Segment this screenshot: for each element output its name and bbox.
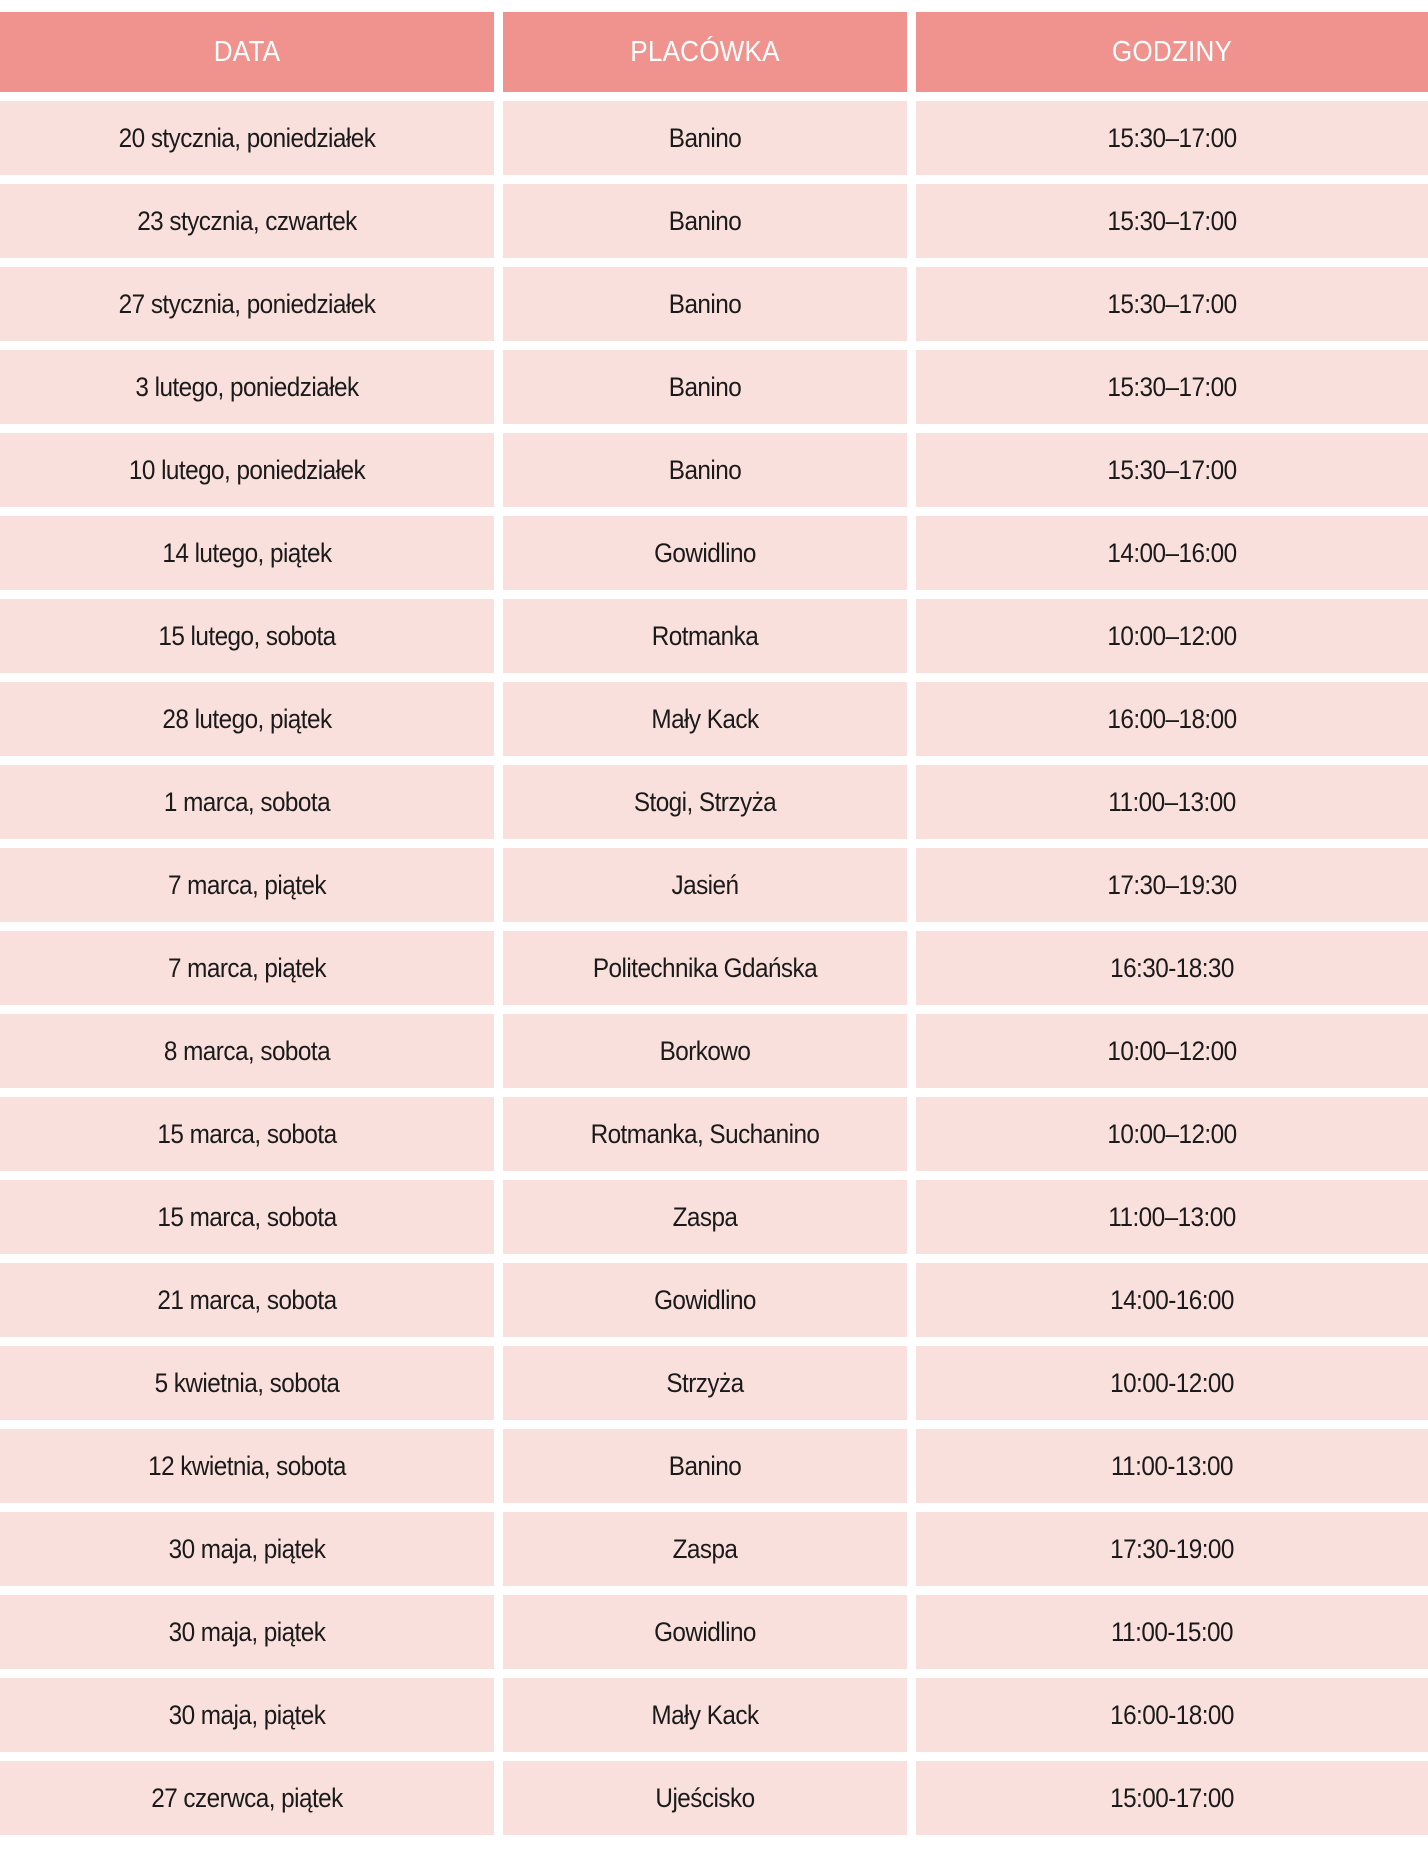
table-cell-date xyxy=(0,1014,494,1088)
table-cell-hours xyxy=(916,931,1428,1005)
table-row xyxy=(0,931,1428,1005)
table-cell-date xyxy=(0,848,494,922)
cell-hours-text: 10:00-12:00 xyxy=(1110,1367,1234,1398)
table-row xyxy=(0,1429,1428,1503)
table-cell-place xyxy=(503,1512,907,1586)
table-cell-hours xyxy=(916,1014,1428,1088)
cell-hours-text: 15:30–17:00 xyxy=(1107,288,1237,319)
cell-date-text: 12 kwietnia, sobota xyxy=(148,1450,346,1481)
cell-place-text: Banino xyxy=(668,1450,742,1481)
table-cell-place xyxy=(503,516,907,590)
table-cell-date xyxy=(0,184,494,258)
table-cell-hours xyxy=(916,1595,1428,1669)
table-row xyxy=(0,599,1428,673)
schedule-table xyxy=(0,12,1428,1844)
table-cell-date xyxy=(0,1678,494,1752)
table-cell-place xyxy=(503,1180,907,1254)
table-cell-date xyxy=(0,433,494,507)
cell-hours-text: 11:00–13:00 xyxy=(1108,1201,1236,1232)
table-row xyxy=(0,682,1428,756)
table-cell-place xyxy=(503,101,907,175)
cell-place-text: Strzyża xyxy=(666,1367,744,1398)
cell-date-text: 27 stycznia, poniedziałek xyxy=(118,288,376,319)
cell-date-text: 30 maja, piątek xyxy=(168,1533,326,1564)
table-cell-hours xyxy=(916,682,1428,756)
table-cell-date xyxy=(0,1512,494,1586)
cell-date-text: 28 lutego, piątek xyxy=(162,703,332,734)
table-cell-hours xyxy=(916,599,1428,673)
table-cell-place xyxy=(503,1429,907,1503)
table-cell-hours xyxy=(916,1678,1428,1752)
table-row xyxy=(0,1678,1428,1752)
table-cell-date xyxy=(0,101,494,175)
table-cell-date xyxy=(0,350,494,424)
table-cell-hours xyxy=(916,765,1428,839)
cell-hours-text: 11:00–13:00 xyxy=(1108,786,1236,817)
cell-place-text: Stogi, Strzyża xyxy=(633,786,777,817)
cell-place-text: Banino xyxy=(668,205,742,236)
cell-date-text: 15 marca, sobota xyxy=(157,1118,337,1149)
cell-date-text: 23 stycznia, czwartek xyxy=(137,205,357,236)
table-cell-place xyxy=(503,1678,907,1752)
table-cell-hours xyxy=(916,1346,1428,1420)
cell-hours-text: 17:30-19:00 xyxy=(1110,1533,1234,1564)
header-cell-date xyxy=(0,12,494,92)
cell-place-text: Banino xyxy=(668,122,742,153)
cell-date-text: 14 lutego, piątek xyxy=(162,537,332,568)
table-row xyxy=(0,1263,1428,1337)
cell-hours-text: 14:00-16:00 xyxy=(1110,1284,1234,1315)
table-cell-date xyxy=(0,1595,494,1669)
cell-place-text: Borkowo xyxy=(659,1035,751,1066)
table-cell-hours xyxy=(916,848,1428,922)
cell-date-text: 30 maja, piątek xyxy=(168,1699,326,1730)
table-cell-hours xyxy=(916,433,1428,507)
cell-place-text: Gowidlino xyxy=(654,1616,756,1647)
header-cell-hours xyxy=(916,12,1428,92)
table-cell-place xyxy=(503,1346,907,1420)
table-cell-date xyxy=(0,1761,494,1835)
cell-hours-text: 16:00–18:00 xyxy=(1107,703,1237,734)
cell-hours-text: 15:00-17:00 xyxy=(1110,1782,1234,1813)
cell-date-text: 7 marca, piątek xyxy=(167,952,327,983)
cell-date-text: 3 lutego, poniedziałek xyxy=(135,371,359,402)
table-row xyxy=(0,1014,1428,1088)
table-cell-date xyxy=(0,267,494,341)
table-cell-place xyxy=(503,1097,907,1171)
table-cell-date xyxy=(0,599,494,673)
cell-hours-text: 11:00-15:00 xyxy=(1111,1616,1233,1647)
cell-date-text: 7 marca, piątek xyxy=(167,869,327,900)
cell-place-text: Banino xyxy=(668,288,742,319)
header-hours-label: GODZINY xyxy=(1111,35,1233,68)
table-body xyxy=(0,101,1428,1835)
header-place-label: PLACÓWKA xyxy=(630,35,780,68)
cell-hours-text: 16:00-18:00 xyxy=(1110,1699,1234,1730)
table-cell-hours xyxy=(916,184,1428,258)
cell-hours-text: 15:30–17:00 xyxy=(1107,371,1237,402)
table-header-row xyxy=(0,12,1428,92)
cell-place-text: Jasień xyxy=(671,869,739,900)
cell-date-text: 27 czerwca, piątek xyxy=(151,1782,343,1813)
table-cell-date xyxy=(0,1180,494,1254)
cell-date-text: 21 marca, sobota xyxy=(157,1284,337,1315)
table-row xyxy=(0,516,1428,590)
cell-date-text: 1 marca, sobota xyxy=(163,786,331,817)
cell-place-text: Rotmanka xyxy=(651,620,759,651)
table-cell-hours xyxy=(916,1097,1428,1171)
table-cell-hours xyxy=(916,1180,1428,1254)
cell-hours-text: 16:30-18:30 xyxy=(1110,952,1234,983)
table-cell-place xyxy=(503,931,907,1005)
cell-date-text: 10 lutego, poniedziałek xyxy=(128,454,366,485)
cell-date-text: 20 stycznia, poniedziałek xyxy=(118,122,376,153)
table-cell-hours xyxy=(916,267,1428,341)
table-cell-date xyxy=(0,1263,494,1337)
table-cell-place xyxy=(503,184,907,258)
table-cell-date xyxy=(0,765,494,839)
table-cell-place xyxy=(503,1263,907,1337)
table-cell-date xyxy=(0,931,494,1005)
table-row xyxy=(0,433,1428,507)
table-cell-place xyxy=(503,1761,907,1835)
table-cell-date xyxy=(0,682,494,756)
cell-date-text: 15 lutego, sobota xyxy=(158,620,336,651)
table-cell-place xyxy=(503,765,907,839)
table-cell-place xyxy=(503,267,907,341)
table-row xyxy=(0,1512,1428,1586)
cell-place-text: Mały Kack xyxy=(651,1699,759,1730)
table-row xyxy=(0,848,1428,922)
cell-place-text: Mały Kack xyxy=(651,703,759,734)
table-row xyxy=(0,350,1428,424)
cell-hours-text: 17:30–19:30 xyxy=(1107,869,1237,900)
table-cell-date xyxy=(0,516,494,590)
table-cell-place xyxy=(503,433,907,507)
table-row xyxy=(0,267,1428,341)
table-cell-hours xyxy=(916,101,1428,175)
cell-hours-text: 10:00–12:00 xyxy=(1107,1035,1237,1066)
table-cell-hours xyxy=(916,1263,1428,1337)
table-cell-date xyxy=(0,1097,494,1171)
table-cell-hours xyxy=(916,1429,1428,1503)
cell-place-text: Rotmanka, Suchanino xyxy=(590,1118,820,1149)
cell-place-text: Gowidlino xyxy=(654,1284,756,1315)
table-cell-place xyxy=(503,1014,907,1088)
cell-place-text: Ujeścisko xyxy=(655,1782,755,1813)
header-date-label: DATA xyxy=(213,35,281,68)
table-row xyxy=(0,1761,1428,1835)
cell-place-text: Banino xyxy=(668,371,742,402)
cell-date-text: 8 marca, sobota xyxy=(163,1035,331,1066)
table-row xyxy=(0,101,1428,175)
table-row xyxy=(0,184,1428,258)
table-cell-place xyxy=(503,682,907,756)
table-cell-hours xyxy=(916,1761,1428,1835)
cell-date-text: 15 marca, sobota xyxy=(157,1201,337,1232)
cell-hours-text: 15:30–17:00 xyxy=(1107,454,1237,485)
table-row xyxy=(0,765,1428,839)
table-row xyxy=(0,1595,1428,1669)
cell-place-text: Zaspa xyxy=(672,1533,738,1564)
table-cell-date xyxy=(0,1429,494,1503)
cell-place-text: Zaspa xyxy=(672,1201,738,1232)
cell-hours-text: 11:00-13:00 xyxy=(1111,1450,1233,1481)
table-cell-hours xyxy=(916,516,1428,590)
cell-hours-text: 15:30–17:00 xyxy=(1107,122,1237,153)
cell-hours-text: 10:00–12:00 xyxy=(1107,620,1237,651)
cell-hours-text: 14:00–16:00 xyxy=(1107,537,1237,568)
table-cell-place xyxy=(503,1595,907,1669)
header-cell-place xyxy=(503,12,907,92)
table-row xyxy=(0,1346,1428,1420)
table-cell-place xyxy=(503,599,907,673)
cell-place-text: Gowidlino xyxy=(654,537,756,568)
table-cell-place xyxy=(503,848,907,922)
table-cell-hours xyxy=(916,1512,1428,1586)
table-cell-date xyxy=(0,1346,494,1420)
cell-place-text: Banino xyxy=(668,454,742,485)
table-cell-place xyxy=(503,350,907,424)
cell-hours-text: 10:00–12:00 xyxy=(1107,1118,1237,1149)
cell-date-text: 30 maja, piątek xyxy=(168,1616,326,1647)
cell-place-text: Politechnika Gdańska xyxy=(592,952,818,983)
table-cell-hours xyxy=(916,350,1428,424)
cell-hours-text: 15:30–17:00 xyxy=(1107,205,1237,236)
table-row xyxy=(0,1097,1428,1171)
cell-date-text: 5 kwietnia, sobota xyxy=(154,1367,340,1398)
table-row xyxy=(0,1180,1428,1254)
